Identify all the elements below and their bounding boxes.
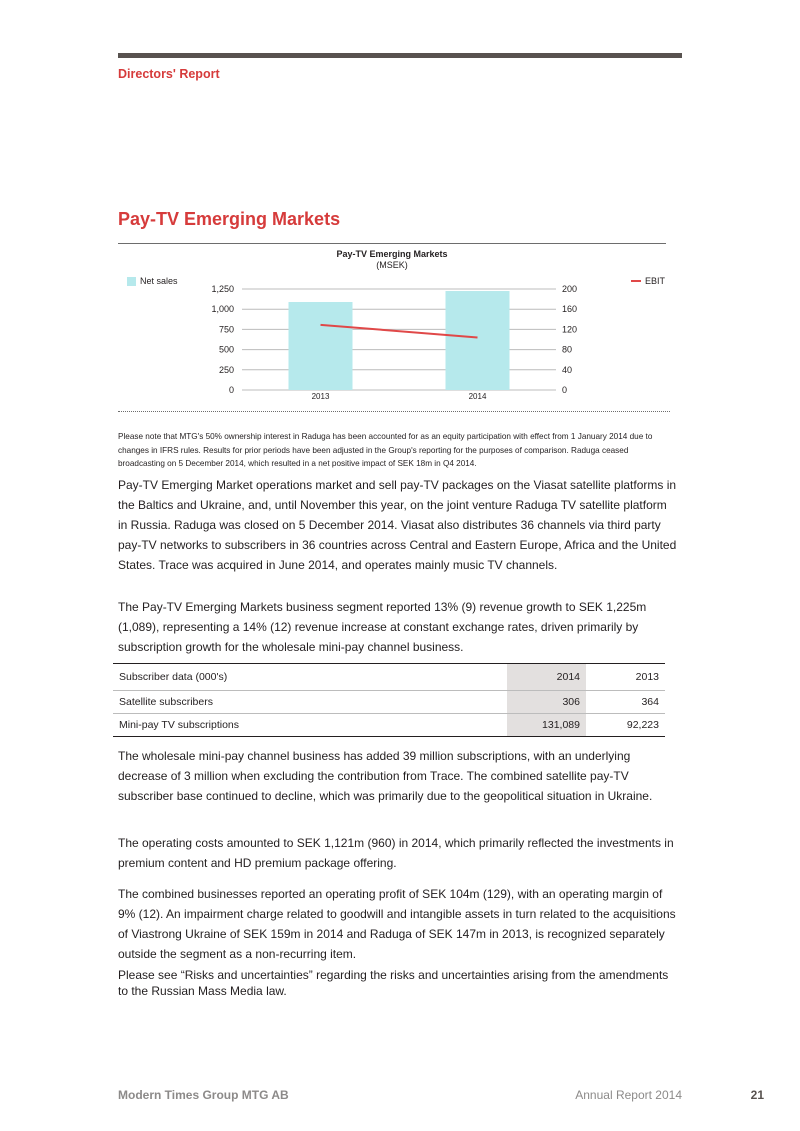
chart-footnote: Please note that MTG's 50% ownership interest in Raduga has been accounted for as an equity participation with effect from 1 January 2014 due to changes in IFRS rules. Results for prior periods have been adjusted in the Group's reporting for the purposes of comparison. Raduga ceased broadcasting on 5 December 2014, which resulted in a net positive impact of SEK 18m in Q4 2014. (118, 432, 653, 468)
table-cell-2013: 92,223 (586, 714, 665, 737)
y-tick-left: 1,000 (211, 304, 234, 315)
chart-unit: (MSEK) (376, 260, 408, 270)
combo-chart (118, 280, 670, 405)
section-label: Directors' Report (118, 67, 220, 81)
paragraph-5: The combined businesses reported an operating profit of SEK 104m (129), with an operating margin of 9% (12). An impairment charge related to goodwill and intangible assets in turn related to the acquisitions of Viastrong Ukraine of SEK 159m in 2014 and Raduga of SEK 147m in 2013, is recognized separately outside the segment as a non-recurring item. (118, 887, 676, 961)
legend-ebit-label: EBIT (644, 276, 665, 286)
bar (289, 302, 353, 390)
y-tick-right: 80 (562, 344, 573, 355)
table-cell-2014: 131,089 (507, 714, 586, 737)
header-rule (118, 53, 682, 58)
subscriber-table (113, 663, 665, 737)
table-header-row (113, 664, 665, 691)
y-tick-right: 40 (562, 364, 573, 375)
footer-report: Annual Report 2014 (575, 1088, 682, 1102)
y-tick-left: 250 (218, 364, 234, 375)
y-tick-left: 0 (228, 385, 234, 395)
title-rule (118, 243, 666, 244)
paragraph-4: The operating costs amounted to SEK 1,121m (960) in 2014, which primarily reflected the investments in premium content and HD premium package offering. (118, 836, 674, 870)
table-row (113, 714, 665, 737)
bar (446, 291, 510, 390)
y-tick-right: 160 (562, 304, 578, 315)
paragraph-1: Pay-TV Emerging Market operations market and sell pay-TV packages on the Viasat satellite platforms in the Baltics and Ukraine, and, until November this year, on the joint venture Raduga TV satellite platform in Russia. Raduga was closed on 5 December 2014. Viasat also distributes 36 channels via third party pay-TV networks to subscribers in 36 countries across Central and Eastern Europe, Africa and the United States. Trace was acquired in June 2014, and operates mainly music TV channels. (118, 478, 677, 572)
y-tick-right: 120 (562, 324, 578, 335)
table-cell-label: Satellite subscribers (113, 691, 507, 714)
legend-net-sales-label: Net sales (140, 276, 178, 286)
table-cell-label: Mini-pay TV subscriptions (113, 714, 507, 737)
page-title: Pay-TV Emerging Markets (118, 209, 341, 229)
page-number: 21 (750, 1088, 764, 1102)
y-tick-left: 750 (218, 324, 234, 335)
paragraph-6: Please see “Risks and uncertainties” regarding the risks and uncertainties arising from the amendments to the Russian Mass Media law. (118, 968, 669, 998)
y-tick-right: 0 (562, 385, 568, 395)
table-cell-2014: 306 (507, 691, 586, 714)
table-header-2014: 2014 (507, 664, 586, 691)
chart-title: Pay-TV Emerging Markets (336, 249, 448, 259)
y-tick-left: 1,250 (211, 284, 234, 294)
x-tick-label: 2013 (311, 392, 330, 401)
paragraph-3: The wholesale mini-pay channel business has added 39 million subscriptions, with an underlying decrease of 3 million when excluding the contribution from Trace. The combined satellite pay-TV subscriber base continued to decline, which was primarily due to the geopolitical situation in Ukraine. (118, 749, 653, 803)
table-header-2013: 2013 (586, 664, 665, 691)
x-tick-label: 2014 (468, 392, 487, 401)
chart-dotted-rule (118, 411, 670, 412)
table-row (113, 691, 665, 714)
y-tick-left: 500 (218, 344, 234, 355)
table-header-label: Subscriber data (000's) (113, 664, 507, 691)
y-tick-right: 200 (562, 284, 578, 294)
footer-company: Modern Times Group MTG AB (118, 1088, 289, 1102)
paragraph-2: The Pay-TV Emerging Markets business segment reported 13% (9) revenue growth to SEK 1,225m (1,089), representing a 14% (12) revenue increase at constant exchange rates, driven primarily by subscription growth for the wholesale mini-pay channel business. (118, 600, 647, 654)
table-cell-2013: 364 (586, 691, 665, 714)
